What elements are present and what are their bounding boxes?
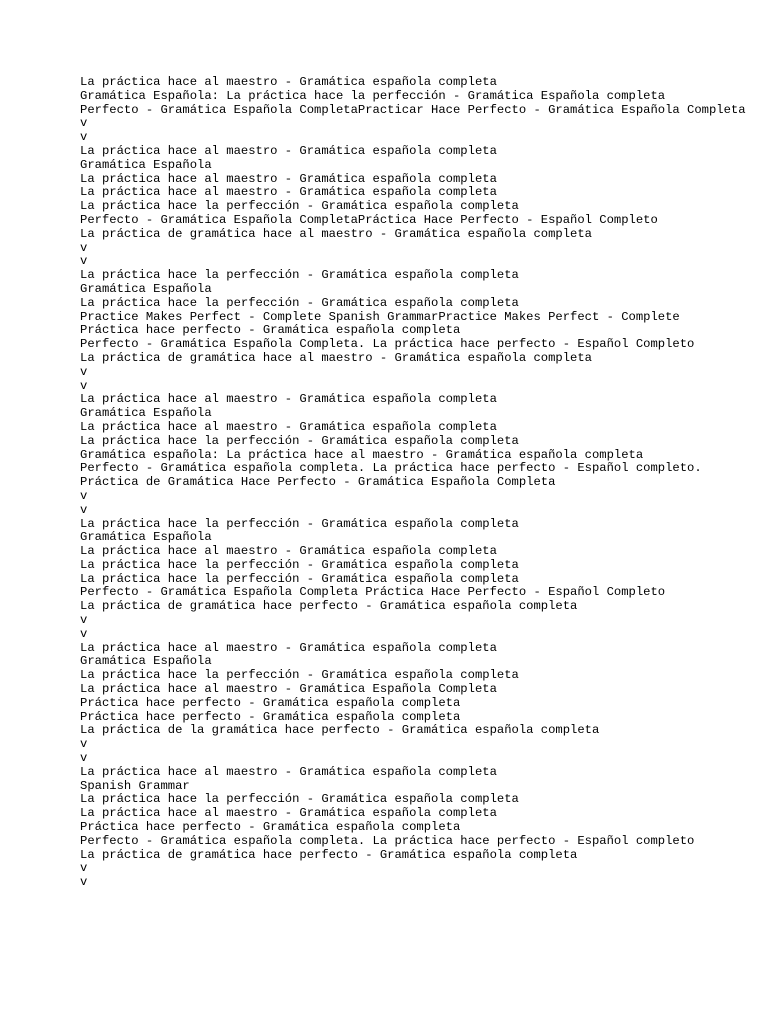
text-line: v — [80, 116, 88, 131]
text-line: La práctica hace al maestro - Gramática española completa — [80, 171, 497, 186]
text-line: Práctica hace perfecto - Gramática española completa — [80, 695, 461, 710]
text-line: Perfecto - Gramática española completa. La práctica hace perfecto - Español completo — [80, 833, 695, 848]
text-line: Perfecto - Gramática Española CompletaPráctica Hace Perfecto - Español Completo — [80, 212, 658, 227]
text-line: Gramática Española — [80, 406, 212, 421]
text-line: Gramática Española — [80, 281, 212, 296]
text-line: La práctica hace la perfección - Gramática española completa — [80, 268, 519, 283]
text-line: Gramática Española: La práctica hace la perfección - Gramática Española completa — [80, 88, 666, 103]
text-line: Práctica hace perfecto - Gramática española completa — [80, 709, 461, 724]
text-line: v — [80, 875, 88, 890]
text-line: La práctica hace la perfección - Gramática española completa — [80, 516, 519, 531]
text-line: Perfecto - Gramática Española Completa Práctica Hace Perfecto - Español Completo — [80, 585, 666, 600]
text-line: Practice Makes Perfect - Complete Spanish GrammarPractice Makes Perfect - Complete — [80, 309, 680, 324]
text-line: La práctica hace al maestro - Gramática española completa — [80, 806, 497, 821]
text-line: v — [80, 378, 88, 393]
text-line: Práctica hace perfecto - Gramática española completa — [80, 820, 461, 835]
text-line: Gramática Española — [80, 654, 212, 669]
text-line: La práctica hace al maestro - Gramática española completa — [80, 76, 497, 89]
text-line: La práctica hace al maestro - Gramática española completa — [80, 419, 497, 434]
text-line: La práctica de gramática hace al maestro - Gramática española completa — [80, 350, 592, 365]
text-line: v — [80, 502, 88, 517]
text-line: La práctica hace al maestro - Gramática española completa — [80, 185, 497, 200]
text-line: La práctica hace al maestro - Gramática española completa — [80, 640, 497, 655]
text-line: Gramática Española — [80, 530, 212, 545]
text-line: La práctica hace la perfección - Gramática española completa — [80, 571, 519, 586]
text-line: Práctica de Gramática Hace Perfecto - Gramática Española Completa — [80, 475, 556, 490]
text-line: Gramática Española — [80, 157, 212, 172]
text-line: v — [80, 737, 88, 752]
document-body — [80, 76, 768, 890]
text-line: La práctica de la gramática hace perfecto - Gramática española completa — [80, 723, 600, 738]
text-line: v — [80, 751, 88, 766]
text-line: Perfecto - Gramática española completa. La práctica hace perfecto - Español completo. — [80, 461, 702, 476]
text-line: v — [80, 613, 88, 628]
text-line: v — [80, 254, 88, 269]
text-line: La práctica de gramática hace perfecto - Gramática española completa — [80, 599, 578, 614]
text-line: v — [80, 626, 88, 641]
text-line: La práctica hace al maestro - Gramática española completa — [80, 764, 497, 779]
text-line: Gramática española: La práctica hace al maestro - Gramática española completa — [80, 447, 644, 462]
text-line: v — [80, 488, 88, 503]
text-line: Práctica hace perfecto - Gramática española completa — [80, 323, 461, 338]
text-line: La práctica de gramática hace al maestro - Gramática española completa — [80, 226, 592, 241]
text-line: La práctica hace la perfección - Gramática española completa — [80, 668, 519, 683]
text-line: La práctica de gramática hace perfecto - Gramática española completa — [80, 847, 578, 862]
text-line: Spanish Grammar — [80, 778, 190, 793]
text-line: La práctica hace al maestro - Gramática española completa — [80, 392, 497, 407]
text-line: La práctica hace al maestro - Gramática Española Completa — [80, 682, 497, 697]
text-line: v — [80, 130, 88, 145]
text-line: La práctica hace la perfección - Gramática española completa — [80, 433, 519, 448]
text-line: La práctica hace la perfección - Gramática española completa — [80, 199, 519, 214]
text-line: La práctica hace la perfección - Gramática española completa — [80, 792, 519, 807]
text-line: Perfecto - Gramática Española Completa. La práctica hace perfecto - Español Completo — [80, 337, 695, 352]
text-line: Perfecto - Gramática Española CompletaPracticar Hace Perfecto - Gramática Española Completa — [80, 102, 746, 117]
text-line: La práctica hace la perfección - Gramática española completa — [80, 295, 519, 310]
text-line: La práctica hace al maestro - Gramática española completa — [80, 544, 497, 559]
text-line: v — [80, 861, 88, 876]
text-line: v — [80, 364, 88, 379]
text-line: v — [80, 240, 88, 255]
text-line: La práctica hace al maestro - Gramática española completa — [80, 143, 497, 158]
text-line: La práctica hace la perfección - Gramática española completa — [80, 557, 519, 572]
